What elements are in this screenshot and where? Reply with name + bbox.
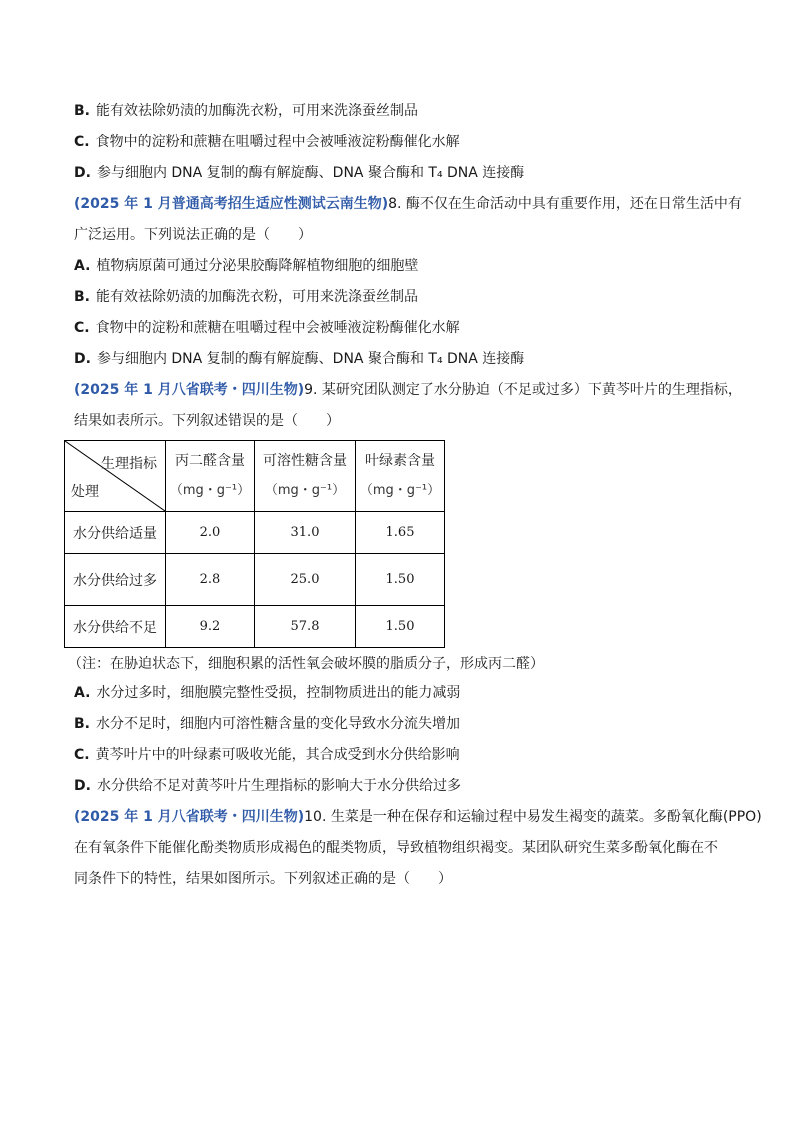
q9-data-table bbox=[64, 440, 445, 648]
q8-stem-line2: 广泛运用。下列说法正确的是（ ） bbox=[74, 227, 312, 243]
table-row: 水分供给过多 2.8 25.0 1.50 bbox=[65, 554, 445, 606]
q8-source: (2025 年 1 月普通高考招生适应性测试云南生物) bbox=[74, 196, 389, 212]
option-c-prev: C. 食物中的淀粉和蔗糖在咀嚼过程中会被唾液淀粉酶催化水解 bbox=[74, 134, 460, 150]
q10-stem-line1: (2025 年 1 月八省联考・四川生物)10. 生菜是一种在保存和运输过程中易发生褐变的蔬菜。多酚氧化酶(PPO) bbox=[74, 809, 762, 825]
table-header-cell: 丙二醛含量 （mg・g⁻¹） bbox=[166, 441, 255, 512]
q8-option-a: A. 植物病原菌可通过分泌果胶酶降解植物细胞的细胞壁 bbox=[74, 258, 419, 274]
q8-stem-line1: (2025 年 1 月普通高考招生适应性测试云南生物)8. 酶不仅在生命活动中具有重要作用，还在日常生活中有 bbox=[74, 196, 742, 212]
q9-source: (2025 年 1 月八省联考・四川生物) bbox=[74, 382, 305, 398]
q9-stem-line2: 结果如表所示。下列叙述错误的是（ ） bbox=[74, 413, 340, 429]
table-header-cell: 叶绿素含量 （mg・g⁻¹） bbox=[356, 441, 445, 512]
q10-stem-line2: 在有氧条件下能催化酚类物质形成褐色的醌类物质，导致植物组织褐变。某团队研究生菜多酚氧化酶在不 bbox=[74, 840, 718, 856]
q9-option-d: D. 水分供给不足对黄芩叶片生理指标的影响大于水分供给过多 bbox=[74, 778, 461, 794]
option-b-prev: B. 能有效祛除奶渍的加酶洗衣粉，可用来洗涤蚕丝制品 bbox=[74, 103, 418, 119]
q10-stem-line3: 同条件下的特性，结果如图所示。下列叙述正确的是（ ） bbox=[74, 871, 452, 887]
q10-source: (2025 年 1 月八省联考・四川生物) bbox=[74, 809, 305, 825]
q8-option-b: B. 能有效祛除奶渍的加酶洗衣粉，可用来洗涤蚕丝制品 bbox=[74, 289, 418, 305]
q8-option-d: D. 参与细胞内 DNA 复制的酶有解旋酶、DNA 聚合酶和 T₄ DNA 连接酶 bbox=[74, 351, 525, 367]
document-page bbox=[68, 96, 762, 895]
q9-option-c: C. 黄芩叶片中的叶绿素可吸收光能，其合成受到水分供给影响 bbox=[74, 747, 460, 763]
table-corner-cell: 生理指标 处理 bbox=[65, 441, 166, 512]
table-row: 水分供给适量 2.0 31.0 1.65 bbox=[65, 512, 445, 554]
table-row: 水分供给不足 9.2 57.8 1.50 bbox=[65, 606, 445, 648]
q8-option-c: C. 食物中的淀粉和蔗糖在咀嚼过程中会被唾液淀粉酶催化水解 bbox=[74, 320, 460, 336]
table-header-cell: 可溶性糖含量 （mg・g⁻¹） bbox=[255, 441, 356, 512]
table-header-row bbox=[65, 441, 445, 512]
q9-stem-line1: (2025 年 1 月八省联考・四川生物)9. 某研究团队测定了水分胁迫（不足或过多）下黄芩叶片的生理指标， bbox=[74, 382, 742, 398]
q9-option-b: B. 水分不足时，细胞内可溶性糖含量的变化导致水分流失增加 bbox=[74, 716, 460, 732]
q9-table-note: （注：在胁迫状态下，细胞积累的活性氧会破坏膜的脂质分子，形成丙二醛） bbox=[68, 656, 544, 672]
option-d-prev: D. 参与细胞内 DNA 复制的酶有解旋酶、DNA 聚合酶和 T₄ DNA 连接酶 bbox=[74, 165, 525, 181]
q9-option-a: A. 水分过多时，细胞膜完整性受损，控制物质进出的能力减弱 bbox=[74, 685, 461, 701]
